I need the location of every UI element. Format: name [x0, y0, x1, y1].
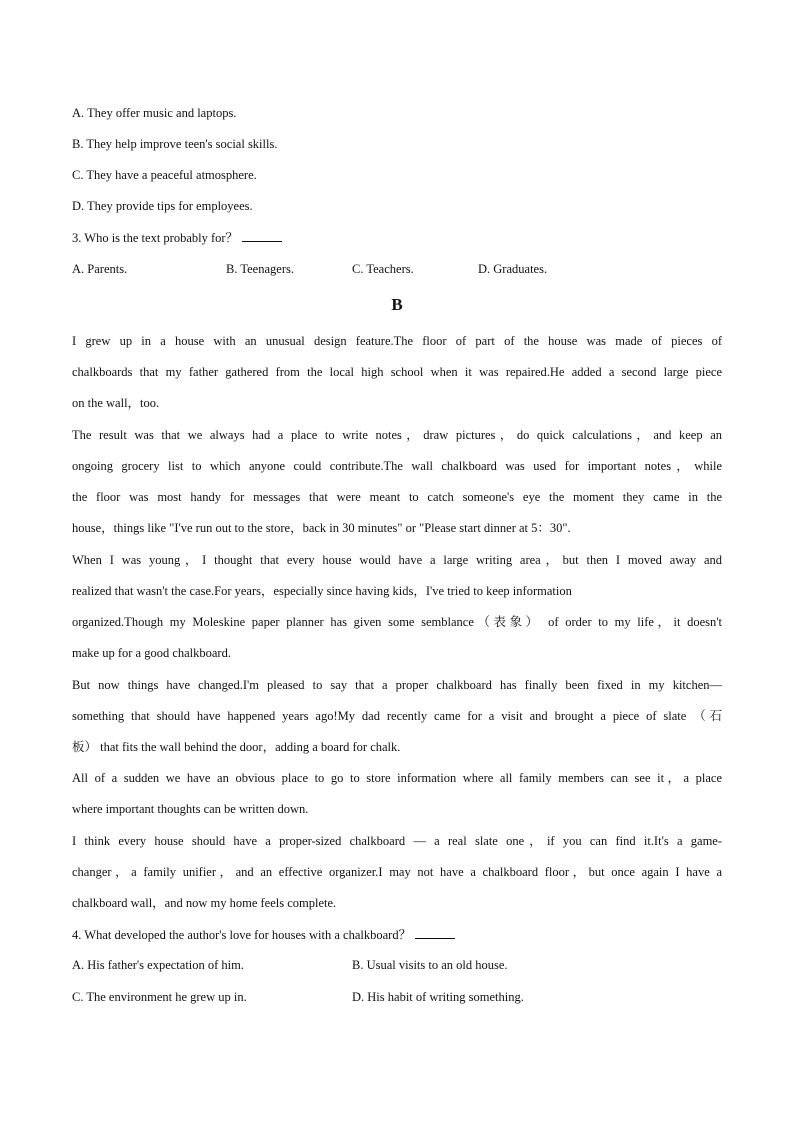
passage-line: realized that wasn't the case.For years，especially since having kids，I've tried to keep information — [72, 584, 572, 598]
passage-line: The result was that we always had a place to write notes，draw pictures，do quick calculations，and keep an — [72, 428, 722, 442]
passage-line: make up for a good chalkboard. — [72, 646, 231, 660]
passage-line: When I was young，I thought that every house would have a large writing area，but then I moved away and — [72, 553, 722, 567]
passage-line: 板） that fits the wall behind the door，adding a board for chalk. — [72, 740, 401, 754]
q3-question-line — [72, 229, 282, 246]
q2-option-c: C. They have a peaceful atmosphere. — [72, 168, 257, 182]
passage-line: I grew up in a house with an unusual design feature.The floor of part of the house was made of pieces of — [72, 334, 722, 348]
q2-option-d: D. They provide tips for employees. — [72, 199, 253, 213]
q2-option-b: B. They help improve teen's social skills. — [72, 137, 278, 151]
passage-line: something that should have happened years ago!My dad recently came for a visit and brought a piece of slate （石 — [72, 709, 722, 723]
q4-option-b: B. Usual visits to an old house. — [352, 958, 508, 972]
q3-answer-blank — [242, 229, 282, 242]
q3-option-c: C. Teachers. — [352, 262, 414, 276]
q4-answer-blank — [415, 926, 455, 939]
passage-line: the floor was most handy for messages that were meant to catch someone's eye the moment they came in the — [72, 490, 722, 504]
q3-option-b: B. Teenagers. — [226, 262, 294, 276]
passage-line: chalkboard wall，and now my home feels complete. — [72, 896, 337, 910]
q4-option-c: C. The environment he grew up in. — [72, 990, 247, 1004]
q3-option-d: D. Graduates. — [478, 262, 548, 276]
q3-question: 3. Who is the text probably for？ — [72, 231, 239, 245]
passage-line: organized.Though my Moleskine paper planner has given some semblance（表象） of order to my life，it doesn't — [72, 615, 722, 629]
q4-option-a: A. His father's expectation of him. — [72, 958, 244, 972]
passage-line: chalkboards that my father gathered from the local high school when it was repaired.He added a second large piece — [72, 365, 722, 379]
q4-option-d: D. His habit of writing something. — [352, 990, 524, 1004]
passage-line: I think every house should have a proper-sized chalkboard — a real slate one，if you can find it.It's a game- — [72, 834, 722, 848]
passage-line: house，things like "I've run out to the store，back in 30 minutes" or "Please start dinner at 5：30". — [72, 521, 571, 535]
passage-line: changer，a family unifier，and an effective organizer.I may not have a chalkboard floor，but once again I have a — [72, 865, 722, 879]
q3-option-a: A. Parents. — [72, 262, 128, 276]
q2-option-a: A. They offer music and laptops. — [72, 106, 237, 120]
passage-line: But now things have changed.I'm pleased to say that a proper chalkboard has finally been fixed in my kitchen— — [72, 678, 722, 692]
section-b-heading: B — [391, 295, 403, 314]
passage-line: ongoing grocery list to which anyone could contribute.The wall chalkboard was used for important notes，while — [72, 459, 722, 473]
q4-question-line — [72, 926, 455, 943]
passage-line: on the wall，too. — [72, 396, 160, 410]
passage-line: All of a sudden we have an obvious place to go to store information where all family members can see it，a place — [72, 771, 722, 785]
q4-question: 4. What developed the author's love for houses with a chalkboard？ — [72, 928, 412, 942]
passage-line: where important thoughts can be written down. — [72, 802, 309, 816]
